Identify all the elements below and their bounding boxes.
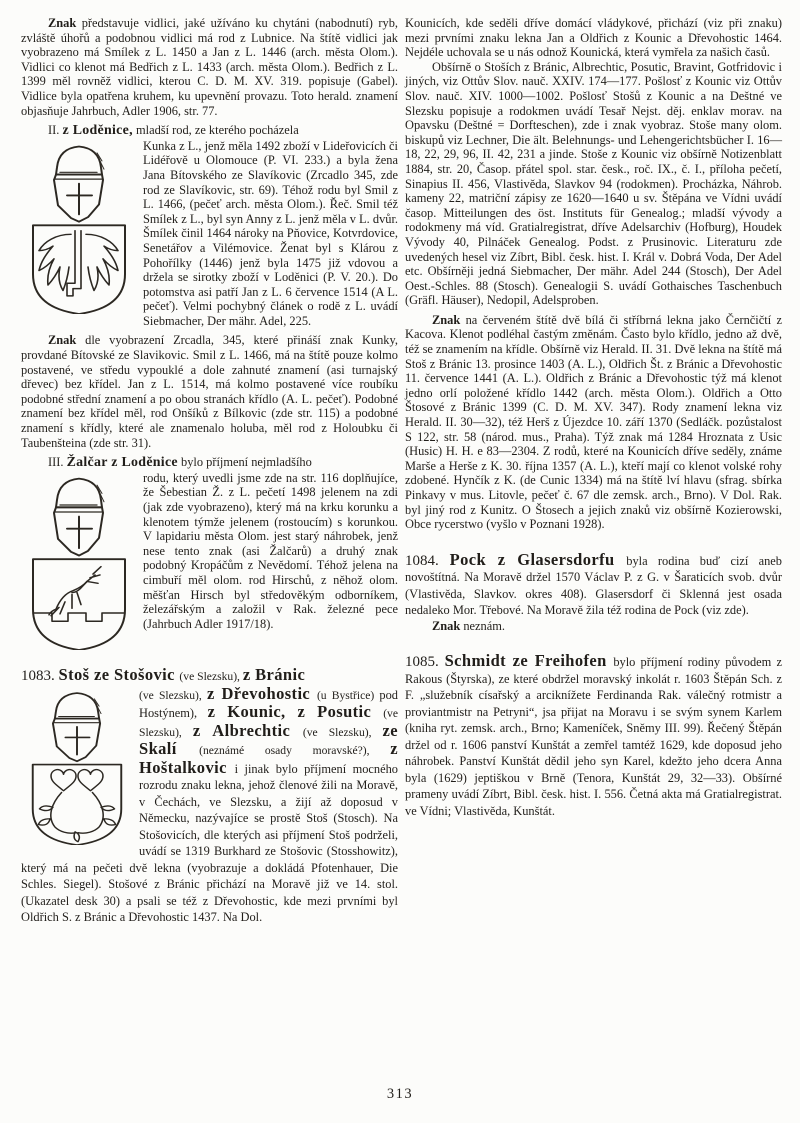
coat-of-arms-lodenice-illustration: [26, 142, 132, 314]
coat-of-arms-stos-illustration: [26, 689, 128, 845]
helmet-wings-lance-arms-drawing: [26, 142, 132, 314]
paragraph-kounicich-continuation: Kounicích, kde seděli dříve domácí vládykové, přichází (viz při znaku) mezi prvními znaku lekna Jan a Oldřich z Kounic a Dřevohostic 1464. Nejdéle uchovala se u nás odnož Kounická, která vymřela za našich časů.: [405, 16, 782, 60]
entry-1083-block: [21, 683, 398, 926]
coat-of-arms-zalcar-illustration: [26, 474, 132, 650]
paragraph-znak-lekna: Znak na červeném štítě dvě bílá či stříbrná lekna jako Černčičtí z Kacova. Klenot podléhal častým změnám. Často bylo křídlo, jedno až dvě, též se znamením na křídle. Obšírně viz Herald. II. 31. Dvě lekna na štítě má Stoš z Bránic 13. prosince 1403 (A. L.), Oldřich Št. z Bránic a Dřevohostic 11. července 1441 (A. L.). Oldřich z Bránic a Dřevohostic týž má klenot jedno orlí položené křídlo 1442 (arch. města Olom.). Oldřich a Otto Štosové z Bránic 1399 (C. D. M. XV. 347). Rody znamení lekna viz Herald. II. 30—32), též Herš z Újezdce 10. září 1370 (Sedláčk. pozůstalost S 122, str. 58 (národ. mus., Praha). Týž znak má 1284 Hroznata z Usic (Husic) H. H. e 83—2304. Z rodů, které na Kounicích dříve seděly, známe Marše a Herše z K. 30. října 1357 (A. L.), kteří mají co klenot volské rohy zdobené. Hynčík z K. (de Cunic 1334) má na štítě lví hlavu (sfrag. sbírka Pinkavy v mus. Litovle, pečeť č. 67 dle zemsk. arch., Brno). V Dol. Rak. byl jiný rod z Kunitz. O Štosech a jejich znaků viz obšírně Kozierowski, Obce rycerstwo (vyšlo v Poznani 1928).: [405, 312, 782, 532]
left-column: [21, 16, 398, 926]
entry-1085: 1085. Schmidt ze Freihofen bylo příjmení rodiny původem z Rakous (Štyrska), ze které obdržel moravský inkolát r. 1603 Štěpán Sch. z F. „služebník císařský a arciknížete Ferdinanda Rak. válečný rotmistr a proviantmistr na Petryni“, jsa přijat na Moravu i se svým synem Karlem (kniha ryt. zemsk. arch., Brno; Kameníček, Sněmy III. 99). Řečený Štěpán držel od r. 1606 panství Kunštát a zemřel tamtéž 1629, kde doposud jeho náhrobek. Panství Kunštát dědil jeho syn Karel, kdežto jeho dcera Anna byla (1629) jeptiškou v Brně (Tenora, Kunštát 29, 32—33). Obšírné prameny uvádí Zíbrt, Bibl. česk. hist. I. 556. Četná akta má Gratialregistrat. ve Vídni; Vlastivěda, Kunštát.: [405, 651, 782, 818]
helmet-waterlily-arms-drawing: [26, 689, 128, 845]
right-column: [405, 16, 782, 819]
section-iii-block: [21, 471, 398, 653]
paragraph-znak-neznam: Znak neznám.: [432, 618, 505, 633]
entry-1083-text: (ve Slezsku), z Dřevohostic (u Bystřice) pod Hostýnem), z Kounic, z Posutic (ve Slezsku), z Albrechtic (ve Slezsku), ze Skalí (neznámé osady moravské?), z Hoštalkovic i jinak bylo příjmení mocného rozrodu znaku lekna, jehož členové žili na Moravě, v Čechách, ve Slezsku, a žijí až doposud v Německu, nazývajíce se prostě Stoš (Stosch). Na Stošovicích, dle kterých asi příjmení Stoš podrželi, uvádí se 1319 Burkhard ze Stošovic (Stosshowitz), který má na pečeti dvě lekna (vyobrazuje a dokládá Pfotenhauer, Die Schles. Siegel). Stošové z Bránic přichází na Moravě již ve 14. stol. (Ukazatel desk 30) a psali se též z Dřevohostic, kde mezi prvními byl Oldřich S. z Bránic a Dřevohostic 1437. Na Dol.: [21, 683, 398, 925]
paragraph-znak-lubnice: Znak představuje vidlici, jaké užíváno ku chytáni (nabodnutí) ryb, zvláště úhořů a podobnou vidlici má rod z Lubnice. Na štítě vidlici jak vyobrazeno má Smílek z L. 1450 a Jan z L. 1446 (arch. města Olom.). Vidlici co klenot má Bedřich z L. 1433 (arch. města Olom.). Bedřich z L. 1399 měl rovněž vidlici, kterou C. D. M. XV. 319. popisuje (Gabel). Vidlice byla opatřena kruhem, ku upevnění provazu. Toto herald. znamení objasňuje Jahrbuch, Adler 1906, str. 77.: [21, 16, 398, 118]
paragraph-znak-zrcadlo: Znak dle vyobrazení Zrcadla, 345, které přináší znak Kunky, provdané Bítovské ze Slavikovic. Smil z L. 1466, má na štítě pouze kolmo postavené, ve středu vypouklé a dole zahnuté znamení (asi turnajský dřevec) bez křídel. Jan z L. 1514, má kolmo postavené více roubíku podobné střední znamení a po obou stranách křídlo (A. L. pečeť). Podobné znamení bez křídel měl, rod Onšíků z Bílkovic (zde str. 115) a podobné znamení s křídly, které ale znamenalo holuba, měl rod z Holoubku či Taubenšteina (zde str. 31).: [21, 333, 398, 450]
page-number: 313: [386, 1086, 414, 1102]
section-ii-block: [21, 139, 398, 329]
paragraph-obsirne-references: Obšírně o Stoších z Bránic, Albrechtic, Posutic, Bravint, Gotfridovic i jiných, viz Ottův Slov. nauč. XXIV. 174—177. Pošlosť z Kounic viz Ottův Slov. nauč. XIV. 1000—1002. Pošlosť Stošů z Kounic a na Deštné ve Slezsku popisuje a rodokmen uvádí Tesař Nejst. děj. enklav morav. na Opavsku (Deštné = Dorfteschen), zde i znak vyobraz. Stoše many olom. biskupů viz Lechner, Die ält. Belehnungs- und Lehengerichtsbücher I. 16—18, 22, 29, 96, II. 42, 231 a jinde. Stoše z Kounic viz obšírně Notizenblatt 1884, str. 20, Časop. přátel spol. star. česk., roč. IX., č. I., příloha pečetí, Sinapius II. 456, Vlastivěda, Slavkov 94 (rodokmen). Procházka, Náhrob. kameny 22, matriční zápisy ze 1620—1640 u sv. Štěpána ve Vídni uvádí časop. Mitteilungen des öst. Instituts für Genealog.; mladší vývody a rodokmeny má víd. Gratialregistrat, dříve Adelsarchiv (Hofburg), Houdek Vývody 40, Pilnáček Genealog. Podst. z Prusinovic. Literaturu zde uvedených hesel viz Zíbrt, Bibl. česk. hist. I. Král v. Dobrá Voda, Der Adel etc. Obšírněji jedná Siebmacher, Der mähr. Adel 244 (Stosch), Der Adel Oest.-Schles. 88 (Stosch). Genealogii S. uvádí Gothaisches Taschenbuch (Gräfl. Häuser), Nedopil, Adelsproben.: [405, 59, 782, 308]
section-heading-ii: II. z Loděnice, mladší rod, ze kterého pocházela: [48, 123, 299, 139]
section-iii-text: rodu, který uvedli jsme zde na str. 116 doplňujíce, že Šebestian Ž. z L. pečetí 1498 jelenem na zdi (jak zde vyobrazeno), který má na krku korunku a klenotem týmže jelenem (rostoucím) s korunkou. V lapidariu města Olom. jest starý náhrobek, jenž nese tento znak (asi Žalčarů) a druhý znak podobný Kropáčům z Nevědomí. Téhož jelena na cimbuří měl olom. rod Hirschů, z něhož olom. měšťan Hirsch byl středověkým odborníkem, železářským a založil v Rak. železné pece (Jahrbuch Adler 1917/18).: [143, 470, 398, 631]
entry-1084: 1084. Pock z Glasersdorfu byla rodina buď cizí aneb novoštítná. Na Moravě držel 1570 Václav P. z G. v Šaraticích svob. dvůr (Vlastivěda, Slavkov. okres 408). Glasersdorf či Sklenná jest osada nedaleko Mor. Třebové. Na Moravě žila též rodina de Pock (viz zde).: [405, 549, 782, 618]
helmet-stag-wall-arms-drawing: [26, 474, 132, 650]
section-ii-text: Kunka z L., jenž měla 1492 zboží v Lideřovicích či Lidéřově u Olomouce (P. VI. 233.) a byla žena Jana Bítovského ze Slavíkovic (Zrcadlo 345, zde rod ze Slavíkovic, str. 69). Téhož rodu byl Smil z L. 1466, (pečeť arch. města Olom.). Řeč. Smil též Smílek z L., byl syn Anny z L. jenž měla v L. dvůr. Šmílek činil 1464 nároky na Pňovice, Kotvrdovice, Senetářov a Vilémovice. Ženat byl s Klárou z Pohořílky (1446) jenž byla 1475 již vdovou a držela se sirotky zboží v Loděnici (P. V. 20.). Do potomstva asi patří Jan z L. 6 července 1514 (A L. pečeť). Velmi pochybný článek o rodě z L. uvádí Siebmacher, Der mähr. Adel, 225.: [143, 138, 398, 328]
section-heading-iii: III. Žalčar z Loděnice bylo příjmení nejmladšího: [48, 455, 312, 471]
entry-1083-heading: 1083. Stoš ze Stošovic (ve Slezsku), z Bránic: [21, 664, 306, 684]
